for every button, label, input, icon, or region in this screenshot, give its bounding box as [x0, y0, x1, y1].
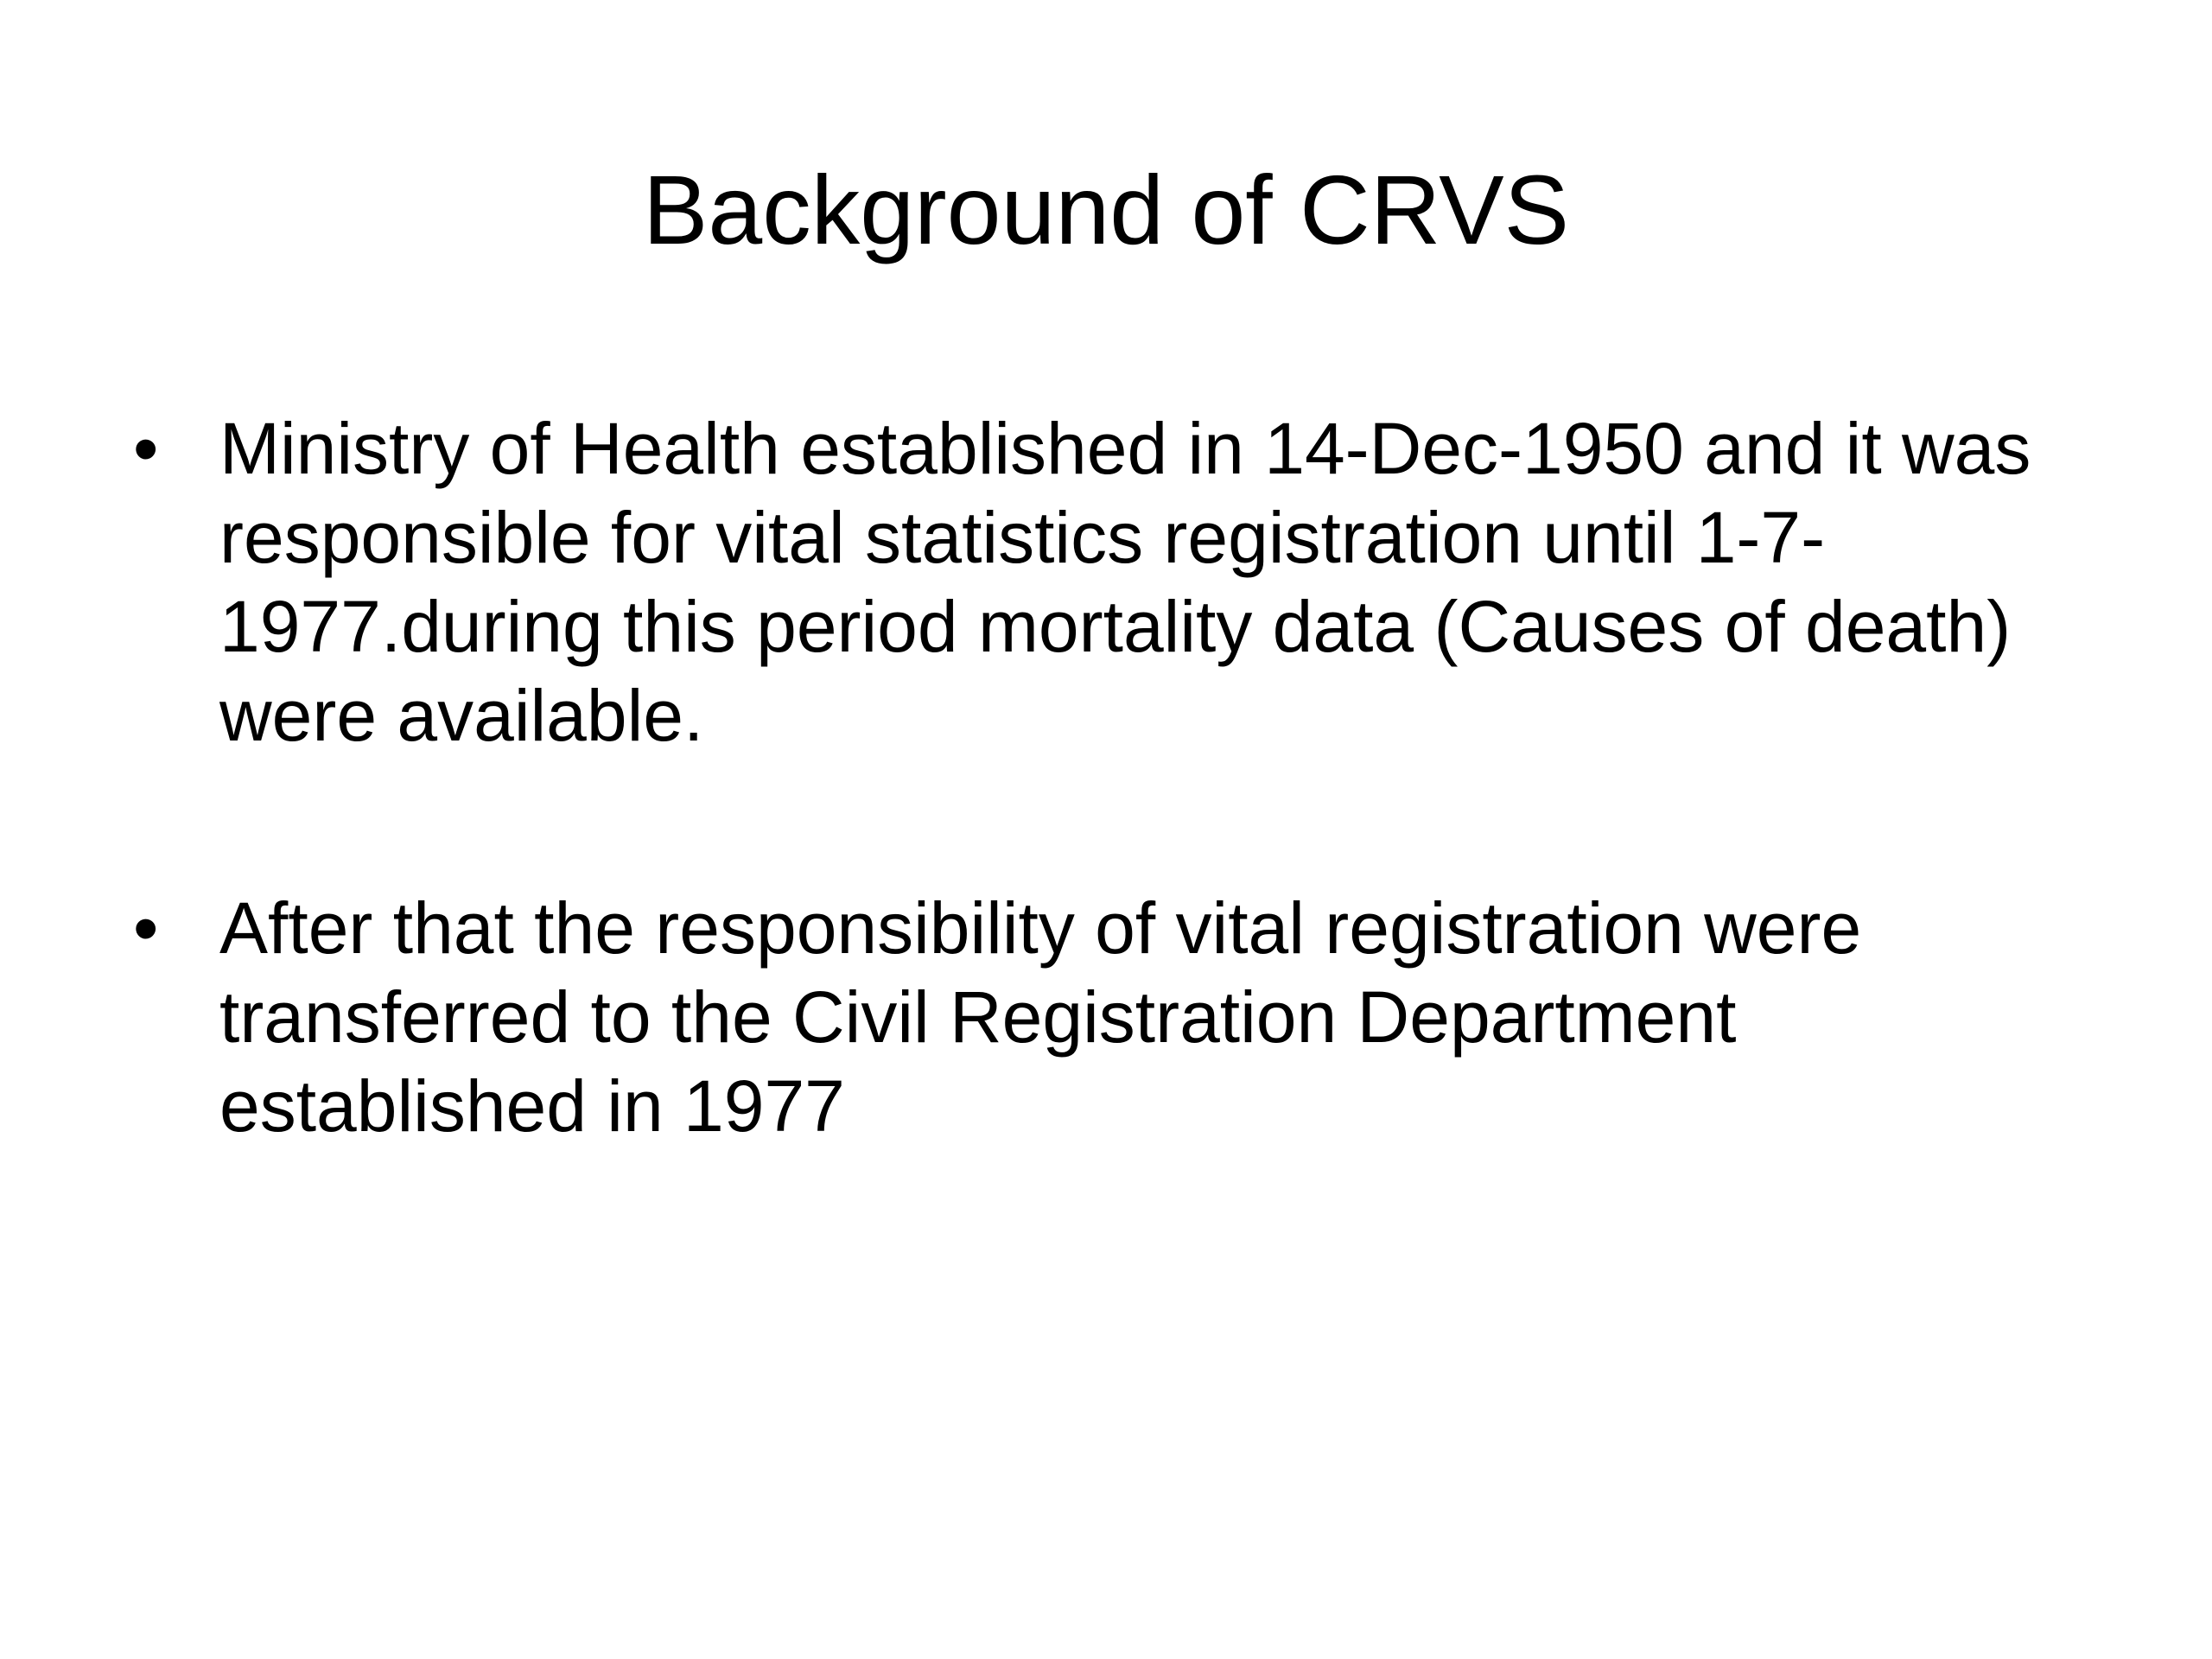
bullet-dot-icon: • — [133, 887, 159, 969]
bullet-text-line: After that the responsibility of vital registration were — [219, 887, 1862, 969]
bullet-item-ministry-of-health — [133, 404, 2120, 760]
bullet-text-line: responsible for vital statistics registration until 1-7- — [219, 497, 1826, 578]
bullet-item-civil-registration — [133, 884, 2120, 1151]
bullet-text-line: Ministry of Health established in 14-Dec-1950 and it was — [219, 408, 2031, 489]
bullet-dot-icon: • — [133, 408, 159, 489]
bullet-text-line: were available. — [219, 675, 704, 756]
bullet-list — [133, 404, 2120, 1274]
slide-title: Background of CRVS — [642, 156, 1569, 264]
bullet-text-line: transferred to the Civil Registration Department — [219, 976, 1737, 1058]
bullet-text-line: 1977.during this period mortality data (Causes of death) — [219, 586, 2012, 667]
bullet-text-line: established in 1977 — [219, 1065, 845, 1147]
